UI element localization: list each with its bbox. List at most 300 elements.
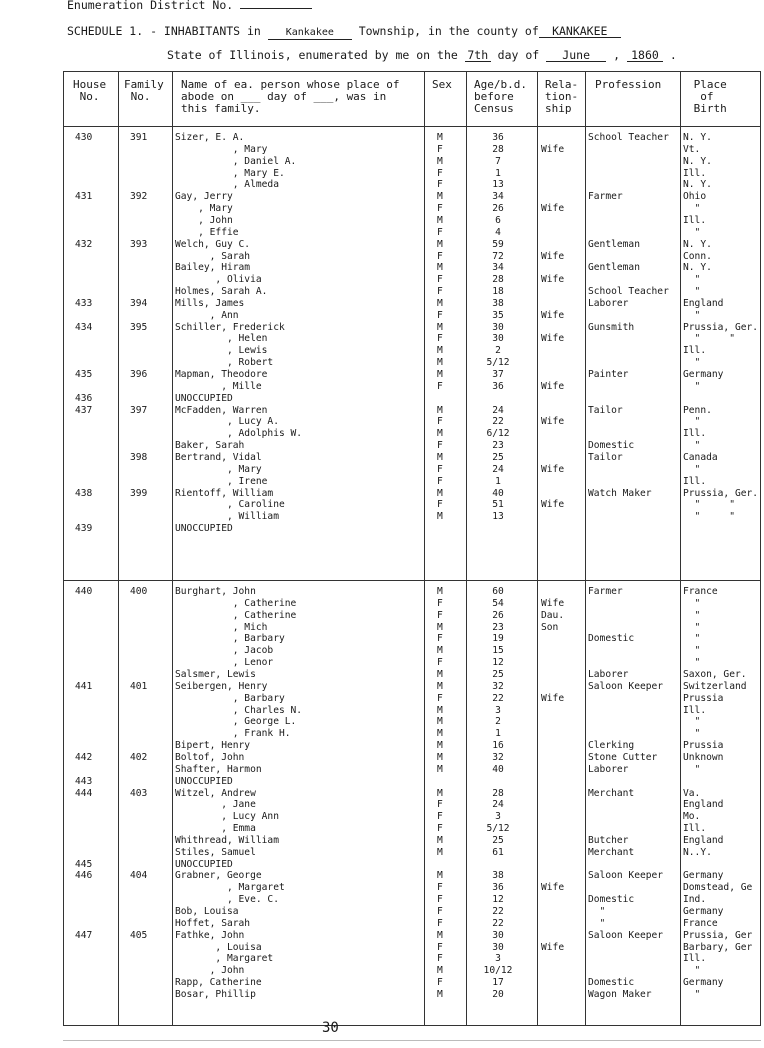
birthplace-value: Ind. (683, 894, 707, 906)
age-value: 51 (492, 499, 504, 511)
col-relationship-header: Rela- tion- ship (545, 78, 579, 115)
profession-value: Domestic (588, 977, 635, 988)
table-row (63, 215, 761, 227)
sex-value: M (437, 740, 443, 751)
relationship-value: Wife (541, 309, 565, 321)
col-sex-header: Sex (432, 78, 452, 91)
birthplace-value: Domstead, Ge (683, 882, 753, 894)
table-row (63, 716, 761, 728)
profession-value: Laborer (588, 763, 629, 775)
sex-value: M (437, 988, 443, 1000)
age-value: 23 (492, 440, 504, 452)
person-name: , Almeda (175, 179, 279, 191)
birthplace-value: " " (683, 499, 735, 511)
table-row (63, 262, 761, 274)
sex-value: M (437, 191, 443, 203)
age-value: 26 (492, 609, 504, 621)
sex-value: F (437, 226, 443, 238)
birthplace-value: Mo. (683, 811, 701, 823)
person-name: , John (175, 214, 233, 226)
table-row (63, 586, 761, 598)
relationship-value: Wife (541, 499, 565, 511)
profession-value: School Teacher (588, 286, 669, 297)
birthplace-value: Ohio (683, 191, 707, 203)
table-row (63, 405, 761, 417)
person-name: , Irene (175, 475, 268, 487)
sex-value: M (437, 680, 443, 692)
age-value: 22 (492, 917, 504, 929)
table-row (63, 511, 761, 523)
sex-value: F (437, 917, 443, 929)
page-number: 30 (322, 1020, 339, 1036)
age-value: 15 (492, 645, 504, 657)
person-name: Salsmer, Lewis (175, 669, 256, 680)
sex-value: M (437, 586, 443, 597)
age-value: 30 (492, 321, 504, 333)
sex-value: F (437, 799, 443, 811)
person-name: Sizer, E. A. (175, 132, 245, 143)
birthplace-value: N. Y. (683, 262, 712, 274)
table-row (63, 847, 761, 859)
person-name: , Daniel A. (175, 155, 297, 167)
table-row (63, 369, 761, 381)
person-name: Shafter, Harmon (175, 763, 262, 775)
profession-value: Tailor (588, 404, 623, 416)
sex-value: M (437, 369, 443, 380)
birthplace-value: Saxon, Ger. (683, 669, 747, 680)
person-name: Schiller, Frederick (175, 321, 285, 333)
table-row (63, 310, 761, 322)
person-name: , Caroline (175, 499, 285, 511)
age-value: 72 (492, 250, 504, 262)
age-value: 3 (495, 704, 501, 716)
person-name: Whithread, William (175, 834, 279, 846)
age-value: 22 (492, 906, 504, 917)
birthplace-value: N. Y. (683, 179, 712, 191)
col-house-header: House No. (73, 78, 107, 103)
profession-value: Watch Maker (588, 487, 652, 499)
table-row (63, 918, 761, 930)
profession-value: Domestic (588, 440, 635, 452)
sex-value: F (437, 977, 443, 988)
profession-value: Butcher (588, 834, 629, 846)
house-number: 443 (75, 775, 93, 787)
table-row (63, 705, 761, 717)
profession-value: Gunsmith (588, 321, 635, 333)
profession-value: Merchant (588, 787, 635, 799)
birthplace-value: " " (683, 333, 735, 345)
birthplace-value: Germany (683, 369, 724, 380)
table-row (63, 333, 761, 345)
col-age-header: Age/b.d. before Census (474, 78, 527, 115)
sex-value: M (437, 238, 443, 250)
table-row (63, 633, 761, 645)
person-name: Bosar, Phillip (175, 988, 256, 1000)
sex-value: F (437, 179, 443, 191)
sex-value: F (437, 941, 443, 953)
person-name: , Mary E. (175, 167, 285, 179)
person-name: , Margaret (175, 882, 285, 894)
age-value: 32 (492, 680, 504, 692)
person-name: Hoffet, Sarah (175, 917, 251, 929)
sex-value: M (437, 728, 443, 740)
table-row (63, 132, 761, 144)
birthplace-value: Ill. (683, 428, 707, 440)
relationship-value: Wife (541, 692, 565, 704)
table-row (63, 203, 761, 215)
person-name: , Sarah (175, 250, 251, 262)
sex-value: M (437, 846, 443, 858)
table-row (63, 693, 761, 705)
person-name: , Mary (175, 463, 262, 475)
relationship-value: Wife (541, 143, 565, 155)
birthplace-value: England (683, 834, 724, 846)
family-number: 402 (130, 751, 148, 763)
person-name: , Olivia (175, 274, 262, 286)
birthplace-value: Prussia (683, 740, 724, 751)
person-name: Boltof, John (175, 751, 245, 763)
table-row (63, 357, 761, 369)
table-row (63, 476, 761, 488)
table-row (63, 728, 761, 740)
table-row (63, 251, 761, 263)
age-value: 25 (492, 834, 504, 846)
profession-value: Tailor (588, 451, 623, 463)
age-value: 60 (492, 586, 504, 597)
birthplace-value: Ill. (683, 345, 707, 357)
house-number: 438 (75, 487, 93, 499)
age-value: 36 (492, 882, 504, 894)
birthplace-value: " (683, 621, 701, 633)
family-number: 400 (130, 586, 148, 597)
person-name: Mills, James (175, 297, 245, 309)
person-name: Bailey, Hiram (175, 262, 251, 274)
person-name: Bertrand, Vidal (175, 451, 262, 463)
table-row (63, 168, 761, 180)
person-name: Bob, Louisa (175, 906, 239, 917)
sex-value: M (437, 214, 443, 226)
table-row (63, 428, 761, 440)
relationship-value: Wife (541, 380, 565, 392)
person-name: , Mille (175, 380, 262, 392)
sex-value: M (437, 132, 443, 143)
person-name: , Lucy Ann (175, 811, 279, 823)
table-row (63, 788, 761, 800)
house-number: 444 (75, 787, 93, 799)
sex-value: F (437, 882, 443, 894)
table-row (63, 345, 761, 357)
age-value: 10/12 (483, 965, 513, 977)
table-row (63, 464, 761, 476)
house-number: 439 (75, 523, 93, 534)
age-value: 24 (492, 799, 504, 811)
sex-value: F (437, 167, 443, 179)
table-row (63, 286, 761, 298)
person-name: Burghart, John (175, 586, 256, 597)
age-value: 5/12 (486, 357, 510, 369)
sex-value: M (437, 262, 443, 274)
enumeration-day: 7th (465, 49, 491, 62)
profession-value: Painter (588, 369, 629, 380)
person-name: , George L. (175, 716, 297, 728)
sex-value: F (437, 692, 443, 704)
profession-value: Gentleman (588, 238, 640, 250)
birthplace-value: N..Y. (683, 846, 712, 858)
header-divider (63, 126, 761, 127)
table-row (63, 488, 761, 500)
person-name: , Lucy A. (175, 416, 279, 428)
table-row (63, 227, 761, 239)
age-value: 38 (492, 870, 504, 882)
table-row (63, 416, 761, 428)
age-value: 36 (492, 132, 504, 143)
sex-value: F (437, 416, 443, 428)
table-row (63, 740, 761, 752)
sex-value: M (437, 621, 443, 633)
person-name: , Ann (175, 309, 239, 321)
age-value: 35 (492, 309, 504, 321)
person-name: , Mich (175, 621, 268, 633)
age-value: 24 (492, 404, 504, 416)
person-name: , Adolphis W. (175, 428, 303, 440)
table-row (63, 622, 761, 634)
family-number: 401 (130, 680, 148, 692)
profession-value: Gentleman (588, 262, 640, 274)
person-name: , Helen (175, 333, 268, 345)
birthplace-value: Germany (683, 977, 724, 988)
birthplace-value: N. Y. (683, 132, 712, 143)
age-value: 16 (492, 740, 504, 751)
age-value: 1 (495, 475, 501, 487)
birthplace-value: " (683, 609, 701, 621)
person-name: , Mary (175, 203, 233, 215)
birthplace-value: " (683, 203, 701, 215)
profession-value: " (588, 906, 606, 917)
table-row (63, 799, 761, 811)
birthplace-value: Prussia, Ger (683, 929, 753, 941)
family-number: 394 (130, 297, 148, 309)
table-row (63, 598, 761, 610)
relationship-value: Son (541, 621, 559, 633)
person-name: UNOCCUPIED (175, 392, 233, 404)
age-value: 40 (492, 763, 504, 775)
age-value: 40 (492, 487, 504, 499)
person-name: Holmes, Sarah A. (175, 286, 268, 297)
col-name-header: Name of ea. person whose place of abode on ___ day of ___, was in this family. (181, 78, 400, 115)
sex-value: F (437, 475, 443, 487)
family-number: 391 (130, 132, 148, 143)
relationship-value: Wife (541, 203, 565, 215)
family-number: 397 (130, 404, 148, 416)
table-row (63, 298, 761, 310)
profession-value: Domestic (588, 894, 635, 906)
person-name: Rapp, Catherine (175, 977, 262, 988)
birthplace-value: Germany (683, 870, 724, 882)
enumeration-district-label: Enumeration District No. (67, 0, 234, 12)
sex-value: F (437, 894, 443, 906)
birthplace-value: Ill. (683, 704, 707, 716)
house-number: 440 (75, 586, 93, 597)
relationship-value: Wife (541, 882, 565, 894)
state-line: State of Illinois, enumerated by me on the 7th day of June , 1860 . (167, 48, 677, 62)
birthplace-value: " (683, 286, 701, 297)
birthplace-value: Barbary, Ger (683, 941, 753, 953)
person-name: McFadden, Warren (175, 404, 268, 416)
sex-value: M (437, 763, 443, 775)
birthplace-value: Unknown (683, 751, 724, 763)
person-name: UNOCCUPIED (175, 775, 233, 787)
age-value: 13 (492, 511, 504, 523)
profession-value: Saloon Keeper (588, 870, 664, 882)
age-value: 38 (492, 297, 504, 309)
sex-value: F (437, 463, 443, 475)
birthplace-value: " (683, 645, 701, 657)
house-number: 434 (75, 321, 93, 333)
person-name: , Emma (175, 823, 256, 834)
birthplace-value: " " (683, 511, 735, 523)
age-value: 24 (492, 463, 504, 475)
table-row (63, 752, 761, 764)
enumeration-district-blank (240, 8, 312, 9)
col-birthplace-header: Place of Birth (693, 78, 727, 115)
table-row (63, 610, 761, 622)
table-row (63, 191, 761, 203)
person-name: , Lewis (175, 345, 268, 357)
enumeration-year: 1860 (627, 49, 663, 62)
sex-value: M (437, 155, 443, 167)
person-name: Mapman, Theodore (175, 369, 268, 380)
age-value: 30 (492, 333, 504, 345)
sex-value: F (437, 499, 443, 511)
family-number: 403 (130, 787, 148, 799)
enumeration-district-line (67, 0, 312, 12)
age-value: 26 (492, 203, 504, 215)
sex-value: F (437, 274, 443, 286)
profession-value: Farmer (588, 586, 623, 597)
person-name: Welch, Guy C. (175, 238, 251, 250)
birthplace-value: Vt. (683, 143, 701, 155)
col-family-header: Family No. (124, 78, 164, 103)
sex-value: M (437, 511, 443, 523)
sex-value: M (437, 716, 443, 728)
birthplace-value: Switzerland (683, 680, 747, 692)
house-number: 432 (75, 238, 93, 250)
table-row (63, 811, 761, 823)
birthplace-value: Prussia (683, 692, 724, 704)
age-value: 61 (492, 846, 504, 858)
age-value: 3 (495, 953, 501, 965)
birthplace-value: Ill. (683, 953, 707, 965)
house-number: 431 (75, 191, 93, 203)
profession-value: Saloon Keeper (588, 680, 664, 692)
birthplace-value: Conn. (683, 250, 712, 262)
sex-value: F (437, 203, 443, 215)
sex-value: M (437, 451, 443, 463)
birthplace-value: England (683, 297, 724, 309)
birthplace-value: " (683, 657, 701, 669)
birthplace-value: Germany (683, 906, 724, 917)
state-mid: day of (497, 48, 540, 62)
sex-value: M (437, 834, 443, 846)
profession-value: Clerking (588, 740, 635, 751)
relationship-value: Wife (541, 250, 565, 262)
table-row (63, 239, 761, 251)
family-number: 398 (130, 451, 148, 463)
profession-value: Wagon Maker (588, 988, 652, 1000)
person-name: , Jane (175, 799, 256, 811)
birthplace-value: " (683, 274, 701, 286)
profession-value: Laborer (588, 669, 629, 680)
person-name: , Barbary (175, 692, 285, 704)
age-value: 13 (492, 179, 504, 191)
person-name: , Jacob (175, 645, 274, 657)
birthplace-value: " (683, 416, 701, 428)
birthplace-value: " (683, 380, 701, 392)
sex-value: F (437, 309, 443, 321)
person-name: , Effie (175, 226, 239, 238)
family-number: 404 (130, 870, 148, 882)
birthplace-value: Prussia, Ger. (683, 487, 759, 499)
person-name: Witzel, Andrew (175, 787, 256, 799)
sex-value: F (437, 143, 443, 155)
person-name: , Barbary (175, 633, 285, 645)
table-row (63, 776, 761, 788)
person-name: Stiles, Samuel (175, 846, 256, 858)
person-name: , Mary (175, 143, 268, 155)
person-name: Gay, Jerry (175, 191, 233, 203)
sex-value: F (437, 811, 443, 823)
age-value: 30 (492, 929, 504, 941)
table-row (63, 870, 761, 882)
birthplace-value: " (683, 440, 701, 452)
family-number: 405 (130, 929, 148, 941)
enumeration-month: June (546, 49, 606, 62)
sex-value: F (437, 609, 443, 621)
table-row (63, 645, 761, 657)
sex-value: M (437, 428, 443, 440)
birthplace-value: " (683, 763, 701, 775)
birthplace-value: " (683, 597, 701, 609)
sex-value: M (437, 669, 443, 680)
person-name: , Lenor (175, 657, 274, 669)
person-name: , John (175, 965, 245, 977)
house-number: 442 (75, 751, 93, 763)
table-row (63, 499, 761, 511)
table-row (63, 823, 761, 835)
family-number: 399 (130, 487, 148, 499)
person-name: Grabner, George (175, 870, 262, 882)
house-number: 433 (75, 297, 93, 309)
age-value: 4 (495, 226, 501, 238)
birthplace-value: " (683, 226, 701, 238)
age-value: 32 (492, 751, 504, 763)
age-value: 54 (492, 597, 504, 609)
family-number: 396 (130, 369, 148, 380)
person-name: Fathke, John (175, 929, 245, 941)
table-row (63, 764, 761, 776)
table-row (63, 523, 761, 535)
family-number: 393 (130, 238, 148, 250)
person-name: UNOCCUPIED (175, 858, 233, 870)
age-value: 25 (492, 451, 504, 463)
table-row (63, 882, 761, 894)
age-value: 12 (492, 894, 504, 906)
relationship-value: Wife (541, 463, 565, 475)
house-number: 430 (75, 132, 93, 143)
person-name: Baker, Sarah (175, 440, 245, 452)
person-name: , Catherine (175, 609, 297, 621)
table-row (63, 835, 761, 847)
